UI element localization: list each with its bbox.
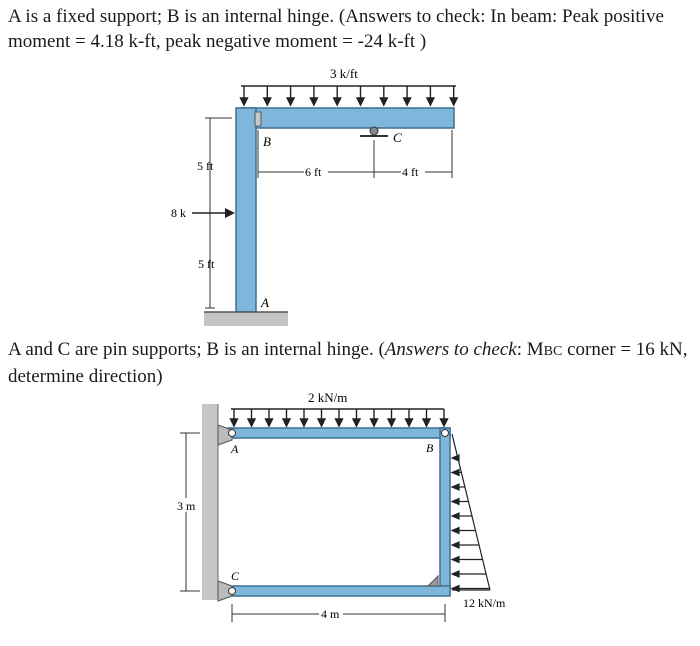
arrow-head xyxy=(336,419,343,426)
arrow-head xyxy=(353,419,360,426)
arrow-head xyxy=(452,571,459,577)
right-member-B xyxy=(440,428,450,594)
problem2-text-b: Answers to check xyxy=(384,339,517,360)
problem1-line2: moment = 4.18 k-ft, peak negative moment = -24 k-ft ) xyxy=(8,31,427,52)
label-C: C xyxy=(393,130,402,145)
arrow-head xyxy=(452,513,459,519)
arrow-head xyxy=(441,419,448,426)
problem2-line2: determine direction) xyxy=(8,366,163,387)
hinge-b xyxy=(442,430,449,437)
p2-label-A: A xyxy=(231,442,239,456)
corner-gusset xyxy=(428,576,438,586)
p2-load-label: 2 kN/m xyxy=(308,390,348,405)
arrow-head xyxy=(231,419,238,426)
arrow-head xyxy=(301,419,308,426)
label-A: A xyxy=(261,295,269,310)
problem1-line1: A is a fixed support; B is an internal hinge. (Answers to check: In beam: Peak positive xyxy=(8,6,664,27)
arrow-head xyxy=(388,419,395,426)
arrow-head xyxy=(283,419,290,426)
dim-6ft: 6 ft xyxy=(305,165,322,179)
problem2-text-a: A and C are pin supports; B is an internal hinge. ( xyxy=(8,339,385,360)
dim-3m: 3 m xyxy=(177,499,196,513)
problem2-subscript: BC xyxy=(543,344,563,359)
top-member-AB xyxy=(228,428,450,438)
p2-distributed-load xyxy=(231,409,448,426)
arrow-head xyxy=(266,419,273,426)
arrow-head xyxy=(452,528,459,534)
label-B: B xyxy=(263,134,271,149)
arrow-head xyxy=(406,419,413,426)
dim-5ft-bottom: 5 ft xyxy=(198,257,215,271)
arrow-head xyxy=(248,419,255,426)
arrow-head xyxy=(452,542,459,548)
dim-4m: 4 m xyxy=(321,607,340,621)
triangular-load xyxy=(452,434,490,592)
point-load-label: 8 k xyxy=(171,206,186,220)
arrow-head xyxy=(452,484,459,490)
arrow-head xyxy=(452,470,459,476)
support-wall xyxy=(202,404,218,600)
p2-label-C: C xyxy=(231,569,240,583)
arrow-head xyxy=(371,419,378,426)
arrow-head xyxy=(452,557,459,563)
load-label: 3 k/ft xyxy=(330,66,358,81)
dim-4ft: 4 ft xyxy=(402,165,419,179)
p2-label-B: B xyxy=(426,441,434,455)
problem2-text-c: : M xyxy=(516,339,544,360)
dim-5ft-top: 5 ft xyxy=(197,159,214,173)
arrow-head xyxy=(423,419,430,426)
pin-support-c xyxy=(218,581,236,601)
arrow-head xyxy=(452,499,459,505)
tri-load-label: 12 kN/m xyxy=(463,596,506,610)
arrow-head xyxy=(452,455,459,461)
problem2-text-d: corner = 16 kN, xyxy=(562,339,688,360)
arrow-head xyxy=(318,419,325,426)
bottom-member-C xyxy=(228,586,450,596)
